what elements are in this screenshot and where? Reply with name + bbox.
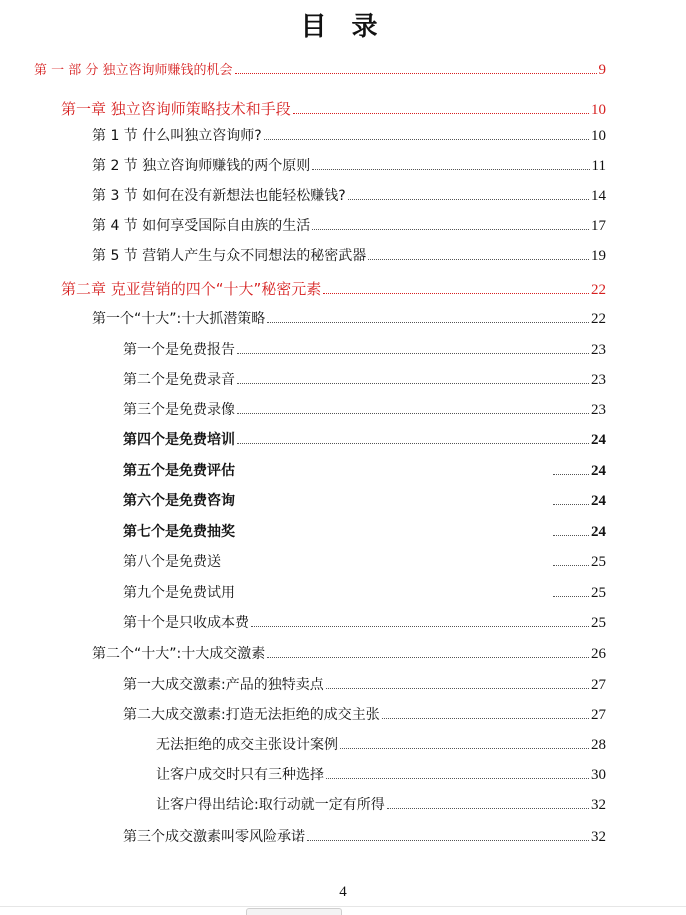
toc-entry-page: 32 bbox=[591, 797, 606, 813]
dot-leader bbox=[267, 308, 589, 323]
toc-entry-title: 第一章 独立咨询师策略技术和手段 bbox=[61, 100, 291, 118]
toc-entry[interactable] bbox=[156, 794, 606, 816]
toc-entry-page: 25 bbox=[591, 585, 606, 601]
toc-entry[interactable] bbox=[92, 643, 606, 665]
dot-leader bbox=[368, 245, 589, 260]
toc-entry-title: 第十个是只收成本费 bbox=[123, 615, 249, 631]
dot-leader bbox=[553, 460, 589, 475]
dot-leader bbox=[235, 59, 597, 74]
toc-entry-page: 19 bbox=[591, 248, 606, 264]
dot-leader bbox=[553, 521, 589, 536]
toc-entry-page: 9 bbox=[598, 62, 606, 78]
toc-entry[interactable] bbox=[92, 215, 606, 237]
toc-entry[interactable] bbox=[61, 98, 606, 120]
toc-entry[interactable] bbox=[123, 429, 606, 451]
page-nav-tab[interactable] bbox=[246, 908, 342, 915]
dot-leader bbox=[251, 612, 589, 627]
toc-entry-title: 第七个是免费抽奖 bbox=[123, 524, 235, 540]
toc-entry-page: 25 bbox=[591, 554, 606, 570]
toc-entry-title: 第 4 节 如何享受国际自由族的生活 bbox=[92, 218, 311, 234]
toc-entry-page: 10 bbox=[591, 102, 606, 118]
toc-entry[interactable] bbox=[123, 490, 606, 512]
toc-entry[interactable] bbox=[123, 582, 606, 604]
toc-entry[interactable] bbox=[123, 521, 606, 543]
dot-leader bbox=[348, 185, 589, 200]
toc-entry[interactable] bbox=[123, 612, 606, 634]
toc-entry-title: 第一个是免费报告 bbox=[123, 342, 235, 358]
toc-entry-title: 第五个是免费评估 bbox=[123, 463, 235, 479]
toc-entry-title: 第 5 节 营销人产生与众不同想法的秘密武器 bbox=[92, 248, 367, 264]
dot-leader bbox=[312, 215, 589, 230]
dot-leader bbox=[264, 125, 589, 140]
toc-entry[interactable] bbox=[34, 59, 606, 81]
toc-entry[interactable] bbox=[123, 399, 606, 421]
toc-entry-title: 第九个是免费试用 bbox=[123, 585, 235, 601]
toc-entry-title: 第八个是免费送 bbox=[123, 554, 221, 570]
toc-entry-title: 让客户得出结论:取行动就一定有所得 bbox=[156, 797, 385, 813]
dot-leader bbox=[237, 369, 589, 384]
toc-entry-page: 30 bbox=[591, 767, 606, 783]
toc-entry-page: 24 bbox=[591, 524, 606, 540]
toc-entry-page: 22 bbox=[591, 282, 606, 298]
toc-entry-title: 第二个是免费录音 bbox=[123, 372, 235, 388]
toc-entry[interactable] bbox=[123, 460, 606, 482]
toc-entry-title: 第 2 节 独立咨询师赚钱的两个原则 bbox=[92, 158, 311, 174]
toc-entry-title: 第 3 节 如何在没有新想法也能轻松赚钱? bbox=[92, 188, 346, 204]
dot-leader bbox=[267, 643, 589, 658]
toc-entry-title: 第二个“十大”:十大成交激素 bbox=[92, 646, 266, 662]
dot-leader bbox=[553, 551, 589, 566]
dot-leader bbox=[312, 155, 589, 170]
toc-entry-page: 23 bbox=[591, 372, 606, 388]
dot-leader bbox=[382, 704, 589, 719]
toc-entry-title: 第 一 部 分 独立咨询师赚钱的机会 bbox=[34, 63, 233, 78]
toc-entry-page: 10 bbox=[591, 128, 606, 144]
dot-leader bbox=[553, 490, 589, 505]
toc-entry-page: 22 bbox=[591, 311, 606, 327]
page-number: 4 bbox=[339, 884, 347, 900]
dot-leader bbox=[326, 674, 589, 689]
toc-entry-title: 第一个“十大”:十大抓潜策略 bbox=[92, 311, 266, 327]
dot-leader bbox=[237, 339, 589, 354]
toc-entry[interactable] bbox=[123, 339, 606, 361]
toc-title: 目 录 bbox=[300, 12, 386, 42]
dot-leader bbox=[237, 429, 589, 444]
toc-entry-page: 24 bbox=[591, 463, 606, 479]
toc-entry[interactable] bbox=[92, 185, 606, 207]
toc-entry-page: 28 bbox=[591, 737, 606, 753]
dot-leader bbox=[340, 734, 589, 749]
toc-entry[interactable] bbox=[123, 369, 606, 391]
toc-entry-title: 让客户成交时只有三种选择 bbox=[156, 767, 324, 783]
toc-entry[interactable] bbox=[123, 704, 606, 726]
toc-entry[interactable] bbox=[123, 551, 606, 573]
toc-entry-page: 25 bbox=[591, 615, 606, 631]
toc-entry-title: 第三个成交激素叫零风险承诺 bbox=[123, 829, 305, 845]
toc-entry-title: 第二大成交激素:打造无法拒绝的成交主张 bbox=[123, 707, 380, 723]
toc-entry-title: 第四个是免费培训 bbox=[123, 432, 235, 448]
toc-entry-page: 24 bbox=[591, 493, 606, 509]
dot-leader bbox=[293, 99, 589, 114]
toc-entry-page: 14 bbox=[591, 188, 606, 204]
toc-entry[interactable] bbox=[61, 278, 606, 300]
dot-leader bbox=[237, 399, 589, 414]
toc-entry-page: 27 bbox=[591, 677, 606, 693]
page-divider bbox=[0, 906, 686, 907]
toc-entry-page: 24 bbox=[591, 432, 606, 448]
toc-entry-page: 17 bbox=[591, 218, 606, 234]
toc-entry[interactable] bbox=[92, 308, 606, 330]
toc-entry-title: 第三个是免费录像 bbox=[123, 402, 235, 418]
toc-entry-title: 第一大成交激素:产品的独特卖点 bbox=[123, 677, 324, 693]
dot-leader bbox=[307, 826, 589, 841]
toc-entry[interactable] bbox=[92, 155, 606, 177]
toc-entry[interactable] bbox=[156, 734, 606, 756]
toc-entry-page: 27 bbox=[591, 707, 606, 723]
toc-entry-page: 26 bbox=[591, 646, 606, 662]
toc-entry-title: 第 1 节 什么叫独立咨询师? bbox=[92, 128, 262, 144]
toc-entry-title: 第六个是免费咨询 bbox=[123, 493, 235, 509]
toc-entry[interactable] bbox=[92, 245, 606, 267]
dot-leader bbox=[553, 582, 589, 597]
toc-entry-title: 无法拒绝的成交主张设计案例 bbox=[156, 737, 338, 753]
toc-entry-page: 23 bbox=[591, 402, 606, 418]
toc-entry-title: 第二章 克亚营销的四个“十大”秘密元素 bbox=[61, 280, 322, 298]
toc-entry-page: 11 bbox=[591, 158, 606, 174]
dot-leader bbox=[387, 794, 589, 809]
dot-leader bbox=[323, 279, 589, 294]
toc-entry-page: 23 bbox=[591, 342, 606, 358]
toc-entry[interactable] bbox=[123, 674, 606, 696]
toc-entry[interactable] bbox=[123, 826, 606, 848]
dot-leader bbox=[326, 764, 589, 779]
toc-entry[interactable] bbox=[156, 764, 606, 786]
toc-entry-page: 32 bbox=[591, 829, 606, 845]
toc-entry[interactable] bbox=[92, 125, 606, 147]
